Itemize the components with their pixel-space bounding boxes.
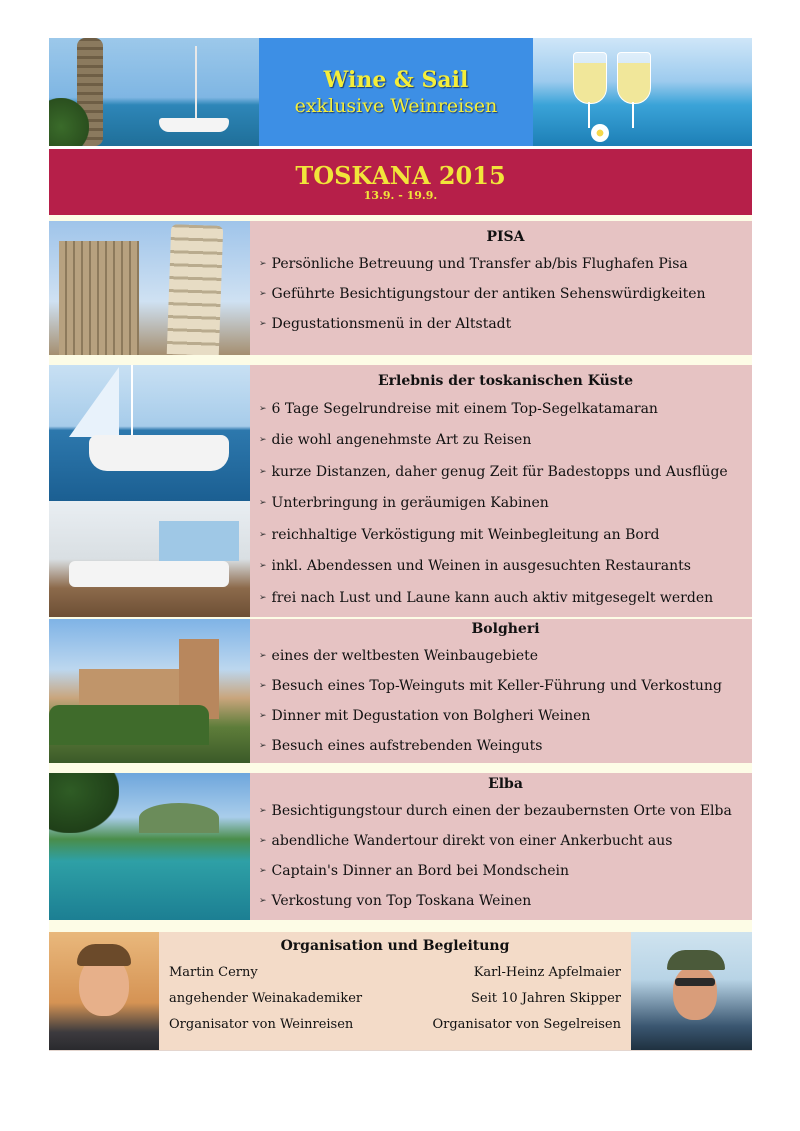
- glass-stem: [632, 102, 634, 128]
- elba-coast-photo: [49, 773, 250, 920]
- list-item: [259, 519, 752, 551]
- leaning-tower: [167, 224, 224, 355]
- organizer-role: Seit 10 Jahren Skipper: [470, 991, 621, 1006]
- catamaran-photo: [49, 365, 250, 501]
- island: [139, 803, 219, 833]
- organizer-name: Martin Cerny: [169, 965, 258, 980]
- list-item: [259, 671, 752, 701]
- list-item: [259, 886, 752, 916]
- coast-photos: [49, 365, 250, 617]
- section-elba: [49, 773, 752, 922]
- organizer-function: Organisator von Weinreisen: [169, 1017, 354, 1032]
- brand-name: Wine & Sail: [323, 67, 469, 93]
- organizer-left: [169, 964, 362, 1042]
- list-item-text: Besichtigungstour durch einen der bezaubernsten Orte von Elba: [271, 803, 732, 819]
- list-item-text: frei nach Lust und Laune kann auch aktiv mitgesegelt werden: [271, 589, 714, 606]
- section-title: Bolgheri: [471, 621, 540, 637]
- list-item-text: reichhaltige Verköstigung mit Weinbegleitung an Bord: [271, 526, 660, 543]
- organizer-name: Karl-Heinz Apfelmaier: [473, 965, 621, 980]
- organisation-columns: [169, 964, 621, 1042]
- section-pisa: [49, 221, 752, 357]
- arrow-bullet-icon: ➢: [259, 403, 267, 414]
- sail: [69, 367, 119, 437]
- date-range: 13.9. - 19.9.: [363, 188, 438, 202]
- hair: [77, 944, 131, 966]
- list-item-text: Unterbringung in geräumigen Kabinen: [271, 495, 549, 512]
- arrow-bullet-icon: ➢: [259, 741, 267, 751]
- arrow-bullet-icon: ➢: [259, 259, 267, 269]
- pine-tree: [49, 773, 119, 833]
- karl-heinz-apfelmaier-photo: [631, 932, 752, 1050]
- section-bolgheri: [49, 619, 752, 765]
- list-item: [259, 641, 752, 671]
- page-title: TOSKANA 2015: [295, 160, 506, 190]
- list-item-text: die wohl angenehmste Art zu Reisen: [271, 432, 532, 449]
- arrow-bullet-icon: ➢: [259, 681, 267, 691]
- section-title: Elba: [488, 776, 523, 792]
- list-item: [259, 425, 752, 457]
- brand-subtitle: exklusive Weinreisen: [294, 95, 498, 117]
- spacer: [49, 357, 752, 365]
- wine-glass-icon: [617, 52, 651, 104]
- list-item: [259, 488, 752, 520]
- arrow-bullet-icon: ➢: [259, 711, 267, 721]
- arrow-bullet-icon: ➢: [259, 836, 267, 846]
- arrow-bullet-icon: ➢: [259, 866, 267, 876]
- pisa-photo: [49, 221, 250, 355]
- spacer: [49, 765, 752, 773]
- arrow-bullet-icon: ➢: [259, 561, 267, 572]
- organizer-function: Organisator von Segelreisen: [432, 1017, 621, 1032]
- list-item-text: Geführte Besichtigungstour der antiken Sehenswürdigkeiten: [271, 286, 706, 302]
- list-item-text: inkl. Abendessen und Weinen in ausgesuchten Restaurants: [271, 558, 691, 575]
- organisation-content: [159, 932, 631, 1050]
- list-item: [259, 309, 752, 339]
- list-item-text: abendliche Wandertour direkt von einer Ankerbucht aus: [271, 833, 673, 849]
- list-item: [259, 551, 752, 583]
- list-item-text: Dinner mit Degustation von Bolgheri Weinen: [271, 708, 591, 724]
- flyer: [49, 38, 752, 1051]
- arrow-bullet-icon: ➢: [259, 435, 267, 446]
- arrow-bullet-icon: ➢: [259, 466, 267, 477]
- section-coast: [49, 365, 752, 619]
- section-content: [250, 773, 752, 920]
- organizer-right: [432, 964, 621, 1042]
- list-item-text: Persönliche Betreuung und Transfer ab/bis Flughafen Pisa: [271, 256, 688, 272]
- flower-icon: [591, 124, 609, 142]
- list-item: [259, 701, 752, 731]
- section-title: PISA: [486, 229, 525, 245]
- sunglasses: [675, 978, 715, 986]
- list-item-text: Besuch eines Top-Weinguts mit Keller-Führung und Verkostung: [271, 678, 722, 694]
- list-item: [259, 856, 752, 886]
- wine-glass-icon: [573, 52, 607, 104]
- list-item-text: eines der weltbesten Weinbaugebiete: [271, 648, 539, 664]
- spacer: [49, 922, 752, 932]
- section-content: [250, 365, 752, 617]
- list-item-text: Degustationsmenü in der Altstadt: [271, 316, 512, 332]
- cabin-window: [159, 521, 239, 561]
- section-title: Erlebnis der toskanischen Küste: [377, 373, 634, 389]
- arrow-bullet-icon: ➢: [259, 498, 267, 509]
- cathedral-facade: [59, 241, 139, 355]
- list-item: [259, 456, 752, 488]
- list-item-text: 6 Tage Segelrundreise mit einem Top-Segelkatamaran: [271, 400, 658, 417]
- arrow-bullet-icon: ➢: [259, 289, 267, 299]
- catamaran-hull: [89, 435, 229, 471]
- list-item: [259, 393, 752, 425]
- organizer-role: angehender Weinakademiker: [169, 991, 363, 1006]
- arrow-bullet-icon: ➢: [259, 319, 267, 329]
- list-item: [259, 582, 752, 614]
- mast: [131, 365, 133, 437]
- title-band: [49, 149, 752, 215]
- list-item-text: Verkostung von Top Toskana Weinen: [271, 893, 532, 909]
- castle-wall: [79, 669, 189, 709]
- organisation-block: [49, 932, 752, 1051]
- cabin-sofa: [69, 561, 229, 587]
- cabin-photo: [49, 501, 250, 617]
- wine-glasses-photo: [533, 38, 752, 146]
- arrow-bullet-icon: ➢: [259, 592, 267, 603]
- martin-cerny-photo: [49, 932, 159, 1050]
- list-item: [259, 826, 752, 856]
- sailboat-palm-photo: [49, 38, 259, 146]
- face: [673, 966, 717, 1020]
- header-banner: [49, 38, 752, 146]
- arrow-bullet-icon: ➢: [259, 651, 267, 661]
- section-content: [250, 221, 752, 355]
- glass-stem: [588, 102, 590, 128]
- list-item-text: kurze Distanzen, daher genug Zeit für Badestopps und Ausflüge: [271, 463, 728, 480]
- bolgheri-castle-photo: [49, 619, 250, 763]
- arrow-bullet-icon: ➢: [259, 806, 267, 816]
- list-item-text: Captain's Dinner an Bord bei Mondschein: [271, 863, 570, 879]
- arrow-bullet-icon: ➢: [259, 896, 267, 906]
- hedge: [49, 705, 209, 745]
- list-item-text: Besuch eines aufstrebenden Weinguts: [271, 738, 543, 754]
- brand-block: [259, 38, 533, 146]
- list-item: [259, 731, 752, 761]
- palm-leaf: [49, 98, 89, 146]
- cap: [667, 950, 725, 970]
- list-item: [259, 279, 752, 309]
- boat-hull: [159, 118, 229, 132]
- boat-mast: [195, 46, 197, 120]
- list-item: [259, 249, 752, 279]
- arrow-bullet-icon: ➢: [259, 529, 267, 540]
- section-content: [250, 619, 752, 763]
- organisation-title: Organisation und Begleitung: [280, 938, 510, 954]
- list-item: [259, 796, 752, 826]
